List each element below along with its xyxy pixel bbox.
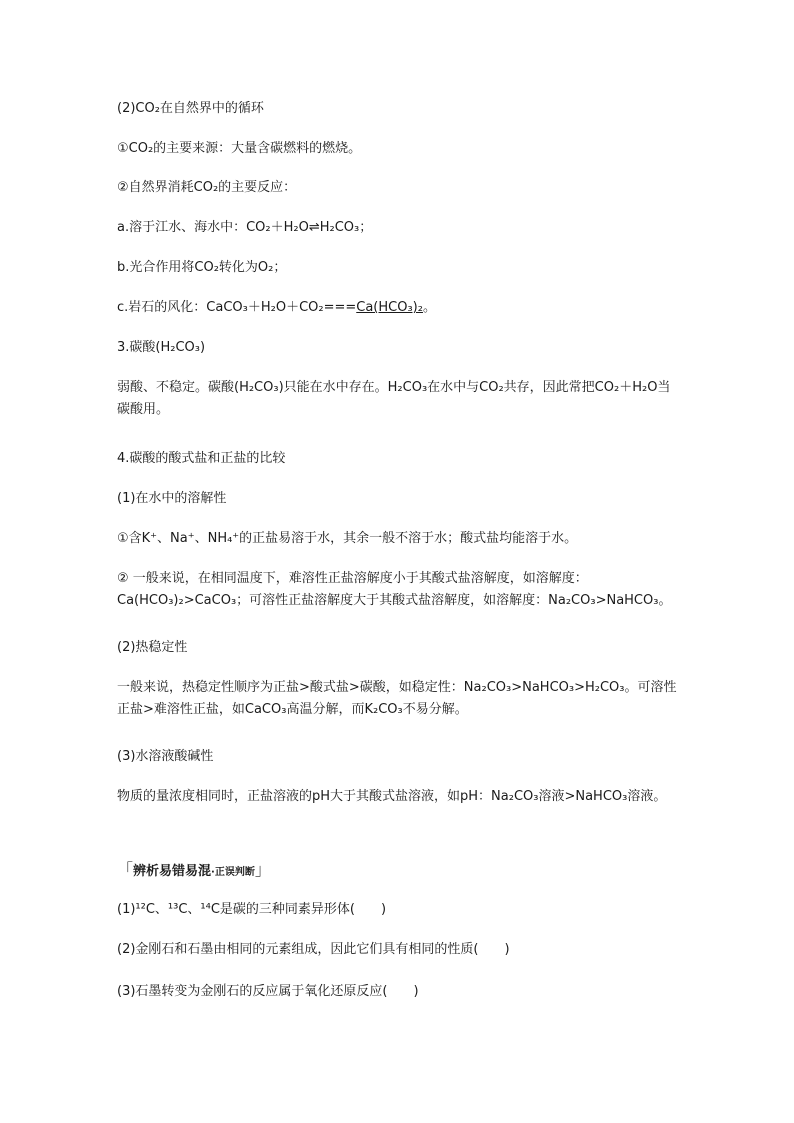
- question-3: (3)石墨转变为金刚石的反应属于氧化还原反应( ): [117, 984, 419, 999]
- heading-thermal-stability: (2)热稳定性: [117, 640, 188, 655]
- item-a: [117, 220, 372, 236]
- item-a-equation: CO₂＋H₂O⇌H₂CO₃；: [246, 220, 373, 235]
- thermal-stability-text: 一般来说，热稳定性顺序为正盐>酸式盐>碳酸，如稳定性：Na₂CO₃>NaHCO₃>H₂CO₃。可溶性正盐>难溶性正盐，如CaCO₃高温分解，而K₂CO₃不易分解。: [117, 680, 677, 717]
- solubility-point-2: ② 一般来说，在相同温度下，难溶性正盐溶解度小于其酸式盐溶解度，如溶解度：Ca(HCO₃)₂>CaCO₃；可溶性正盐溶解度大于其酸式盐溶解度，如溶解度：Na₂CO₃>NaHCO₃。: [117, 571, 672, 608]
- item-b: b.光合作用将CO₂转化为O₂；: [117, 260, 287, 275]
- banner-left-bracket: 「: [117, 860, 134, 879]
- item-c: [117, 300, 436, 316]
- banner-right-bracket: 」: [254, 860, 271, 879]
- item-a-prefix: a.溶于江水、海水中：: [117, 220, 247, 235]
- heading-salt-comparison: 4.碳酸的酸式盐和正盐的比较: [117, 451, 286, 466]
- heading-acid-base: (3)水溶液酸碱性: [117, 749, 214, 764]
- item-c-prefix: c.岩石的风化：: [117, 300, 207, 315]
- banner-title: 辨析易错易混: [133, 864, 212, 879]
- co2-source: ①CO₂的主要来源：大量含碳燃料的燃烧。: [117, 141, 362, 156]
- solubility-point-1: ①含K⁺、Na⁺、NH₄⁺的正盐易溶于水，其余一般不溶于水；酸式盐均能溶于水。: [117, 531, 578, 546]
- question-2: (2)金刚石和石墨由相同的元素组成，因此它们具有相同的性质( ): [117, 942, 510, 957]
- heading-solubility: (1)在水中的溶解性: [117, 491, 227, 506]
- section-banner: [117, 857, 271, 880]
- item-c-equation: CaCO₃＋H₂O＋CO₂===: [206, 300, 357, 315]
- acid-base-text: 物质的量浓度相同时，正盐溶液的pH大于其酸式盐溶液，如pH：Na₂CO₃溶液>NaHCO₃溶液。: [117, 789, 667, 804]
- carbonic-acid-text: 弱酸、不稳定。碳酸(H₂CO₃)只能在水中存在。H₂CO₃在水中与CO₂共存，因此常把CO₂＋H₂O当碳酸用。: [117, 380, 671, 417]
- heading-carbonic-acid: 3.碳酸(H₂CO₃): [117, 340, 206, 355]
- item-c-end: 。: [422, 300, 436, 315]
- heading-co2-cycle: (2)CO₂在自然界中的循环: [117, 101, 264, 116]
- item-c-product: Ca(HCO₃)₂: [356, 300, 423, 315]
- question-1: (1)¹²C、¹³C、¹⁴C是碳的三种同素异形体( ): [117, 902, 387, 917]
- banner-subtitle: ·正误判断: [211, 867, 255, 878]
- co2-consumption-intro: ②自然界消耗CO₂的主要反应：: [117, 180, 297, 195]
